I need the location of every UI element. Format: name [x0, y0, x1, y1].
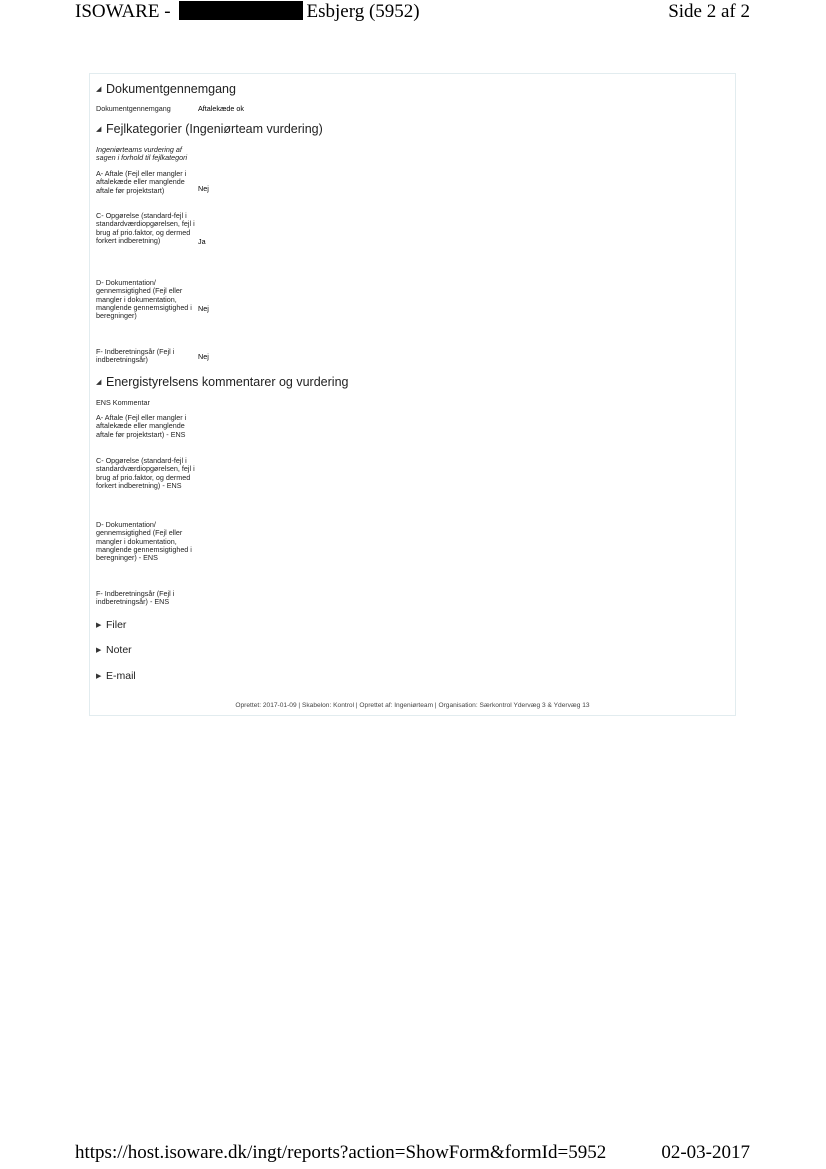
redacted-block	[179, 1, 303, 20]
header-location: Esbjerg (5952)	[306, 1, 420, 22]
field-value-dokumentgennemgang: Aftalekæde ok	[198, 104, 244, 113]
section-header-noter[interactable]	[96, 644, 132, 657]
expanded-triangle-icon: ◢	[96, 379, 102, 386]
section-header-energistyrelsen[interactable]	[96, 375, 348, 390]
section-header-email[interactable]	[96, 670, 136, 683]
field-label-f-indberetningsaar-ens: F- Indberetningsår (Fejl i indberetningsår) - ENS	[96, 589, 175, 607]
field-label-c-opgoerelse-ens: C- Opgørelse (standard-fejl i standardværdiopgørelsen, fejl i brug af prio.faktor, og dermed forkert indberetning) - ENS	[96, 456, 195, 490]
section-title: Noter	[106, 644, 132, 656]
section-title: Filer	[106, 619, 127, 631]
collapsed-triangle-icon: ▶	[96, 673, 102, 680]
section-header-fejlkategorier[interactable]	[96, 122, 323, 137]
field-label-ens-kommentar: ENS Kommentar	[96, 398, 150, 407]
print-header-title	[75, 1, 420, 23]
field-value-f-indberetningsaar: Nej	[198, 352, 209, 361]
field-label-dokumentgennemgang: Dokumentgennemgang	[96, 104, 171, 113]
page-number: Side 2 af 2	[668, 1, 750, 22]
field-intro-fejlkategori: Ingeniørteams vurdering af sagen i forhold til fejlkategori	[96, 145, 188, 163]
section-title: E-mail	[106, 670, 136, 682]
collapsed-triangle-icon: ▶	[96, 647, 102, 654]
field-value-c-opgoerelse: Ja	[198, 237, 206, 246]
section-header-filer[interactable]	[96, 619, 126, 632]
field-label-f-indberetningsaar: F- Indberetningsår (Fejl i indberetningsår)	[96, 347, 175, 365]
form-panel	[89, 73, 736, 716]
collapsed-triangle-icon: ▶	[96, 622, 102, 629]
expanded-triangle-icon: ◢	[96, 86, 102, 93]
form-meta-footer: Oprettet: 2017-01-09 | Skabelon: Kontrol | Oprettet af: Ingeniørteam | Organisation: Særkontrol Ydervæg 3 & Ydervæg 13	[235, 702, 590, 709]
field-label-a-aftale: A- Aftale (Fejl eller mangler i aftalekæde eller manglende aftale før projektstart)	[96, 169, 187, 195]
section-title: Dokumentgennemgang	[106, 82, 236, 96]
section-header-dokumentgennemgang[interactable]	[96, 82, 236, 97]
field-label-d-dokumentation: D- Dokumentation/ gennemsigtighed (Fejl eller mangler i dokumentation, manglende gennemsigtighed i beregninger)	[96, 278, 192, 321]
section-title: Energistyrelsens kommentarer og vurdering	[106, 375, 349, 389]
page-url: https://host.isoware.dk/ingt/reports?action=ShowForm&formId=5952	[75, 1142, 607, 1163]
print-date: 02-03-2017	[661, 1142, 750, 1163]
field-value-d-dokumentation: Nej	[198, 304, 209, 313]
field-label-c-opgoerelse: C- Opgørelse (standard-fejl i standardværdiopgørelsen, fejl i brug af prio.faktor, og dermed forkert indberetning)	[96, 211, 195, 245]
field-value-a-aftale: Nej	[198, 184, 209, 193]
expanded-triangle-icon: ◢	[96, 126, 102, 133]
header-app-name: ISOWARE -	[75, 1, 171, 22]
section-title: Fejlkategorier (Ingeniørteam vurdering)	[106, 122, 323, 136]
field-label-a-aftale-ens: A- Aftale (Fejl eller mangler i aftalekæde eller manglende aftale før projektstart) - ENS	[96, 413, 187, 439]
field-label-d-dokumentation-ens: D- Dokumentation/ gennemsigtighed (Fejl eller mangler i dokumentation, manglende gennemsigtighed i beregninger) - ENS	[96, 520, 192, 563]
